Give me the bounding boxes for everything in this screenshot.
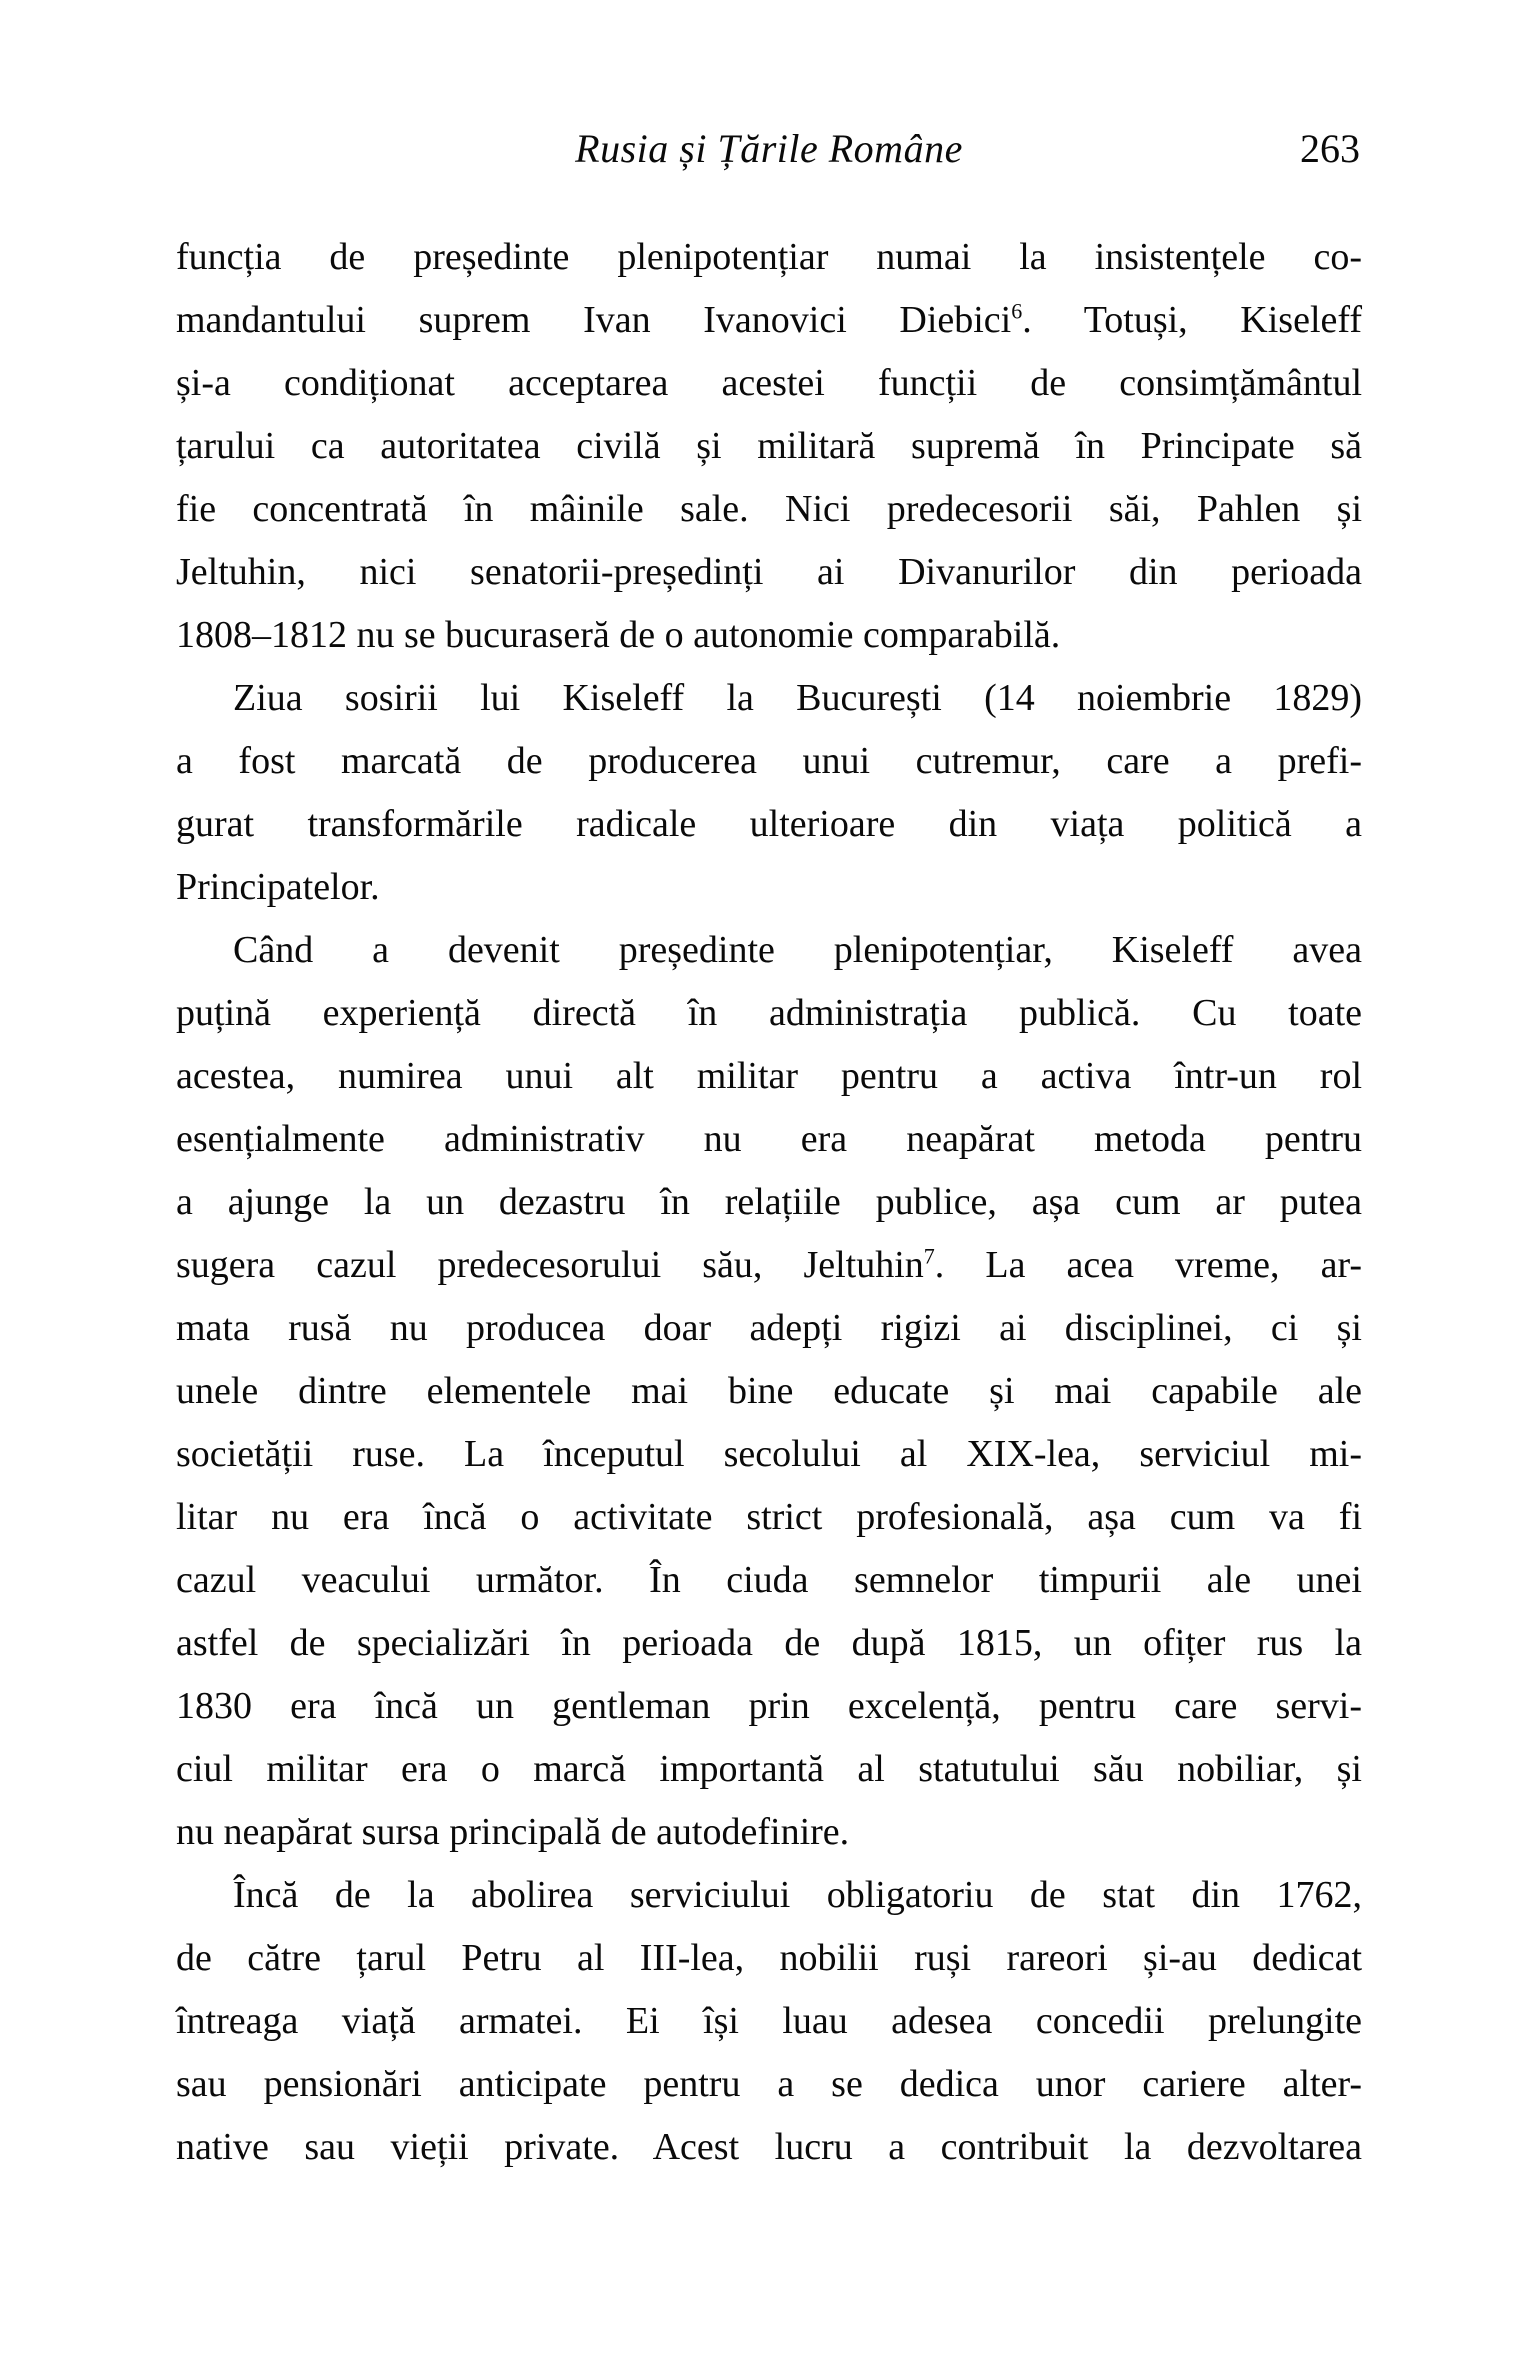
text-segment: țarului ca autoritatea civilă și militară supremă în Principate să: [176, 425, 1362, 467]
text-segment: funcția de președinte plenipotențiar numai la insistențele co-: [176, 236, 1362, 278]
text-segment: puțină experiență directă în administrația publică. Cu toate: [176, 992, 1362, 1034]
text-segment: ciul militar era o marcă importantă al statutului său nobiliar, și: [176, 1748, 1362, 1790]
text-segment: sau pensionări anticipate pentru a se dedica unor cariere alter-: [176, 2063, 1362, 2105]
text-line: [176, 919, 1362, 982]
text-line: [176, 1990, 1362, 2053]
page-number: 263: [1300, 126, 1360, 171]
text-line: [176, 2116, 1362, 2179]
text-segment: Încă de la abolirea serviciului obligatoriu de stat din 1762,: [233, 1874, 1362, 1916]
text-line: [176, 604, 1362, 667]
text-line: [176, 730, 1362, 793]
text-line: [176, 856, 1362, 919]
text-line: [176, 982, 1362, 1045]
text-line: [176, 667, 1362, 730]
text-segment: Ziua sosirii lui Kiseleff la București (14 noiembrie 1829): [233, 677, 1362, 719]
text-line: [176, 1171, 1362, 1234]
body-text: [176, 226, 1362, 2179]
text-line: [176, 1675, 1362, 1738]
text-line: [176, 1549, 1362, 1612]
text-segment: cazul veacului următor. În ciuda semnelor timpurii ale unei: [176, 1559, 1362, 1601]
text-segment: astfel de specializări în perioada de după 1815, un ofițer rus la: [176, 1622, 1362, 1664]
text-segment: gurat transformările radicale ulterioare din viața politică a: [176, 803, 1362, 845]
text-line: [176, 1612, 1362, 1675]
text-segment: Când a devenit președinte plenipotențiar, Kiseleff avea: [233, 929, 1362, 971]
text-segment: 1830 era încă un gentleman prin excelență, pentru care servi-: [176, 1685, 1362, 1727]
text-segment: native sau vieții private. Acest lucru a contribuit la dezvoltarea: [176, 2126, 1362, 2168]
text-line: [176, 1927, 1362, 1990]
text-line: [176, 226, 1362, 289]
text-line: [176, 1360, 1362, 1423]
text-segment: acestea, numirea unui alt militar pentru a activa într-un rol: [176, 1055, 1362, 1097]
text-segment: societății ruse. La începutul secolului al XIX-lea, serviciul mi-: [176, 1433, 1362, 1475]
text-line: [176, 1801, 1362, 1864]
text-segment: de către țarul Petru al III-lea, nobilii ruși rareori și-au dedicat: [176, 1937, 1362, 1979]
text-line: [176, 478, 1362, 541]
footnote-reference: 7: [923, 1243, 935, 1269]
text-line: [176, 1738, 1362, 1801]
text-line: [176, 1486, 1362, 1549]
text-line: [176, 1045, 1362, 1108]
text-segment: litar nu era încă o activitate strict profesională, așa cum va fi: [176, 1496, 1362, 1538]
text-line: [176, 541, 1362, 604]
text-line: [176, 793, 1362, 856]
text-segment: sugera cazul predecesorului său, Jeltuhin: [176, 1244, 924, 1286]
text-segment: . Totuși, Kiseleff: [1022, 299, 1362, 341]
text-segment: mandantului suprem Ivan Ivanovici Diebici: [176, 299, 1012, 341]
text-segment: Principatelor.: [176, 866, 380, 908]
running-header: [176, 126, 1362, 174]
text-segment: a fost marcată de producerea unui cutremur, care a prefi-: [176, 740, 1362, 782]
text-segment: mata rusă nu producea doar adepți rigizi ai disciplinei, ci și: [176, 1307, 1362, 1349]
text-segment: unele dintre elementele mai bine educate și mai capabile ale: [176, 1370, 1362, 1412]
chapter-title: Rusia și Țările Române: [575, 126, 963, 171]
text-line: [176, 1234, 1362, 1297]
text-segment: întreaga viață armatei. Ei își luau adesea concedii prelungite: [176, 2000, 1362, 2042]
text-line: [176, 1297, 1362, 1360]
text-segment: 1808–1812 nu se bucuraseră de o autonomie comparabilă.: [176, 614, 1061, 656]
text-line: [176, 1423, 1362, 1486]
text-segment: esențialmente administrativ nu era neapărat metoda pentru: [176, 1118, 1362, 1160]
text-segment: Jeltuhin, nici senatorii-președinți ai Divanurilor din perioada: [176, 551, 1362, 593]
text-line: [176, 352, 1362, 415]
text-segment: . La acea vreme, ar-: [934, 1244, 1362, 1286]
text-line: [176, 2053, 1362, 2116]
text-line: [176, 415, 1362, 478]
text-segment: a ajunge la un dezastru în relațiile publice, așa cum ar putea: [176, 1181, 1362, 1223]
text-segment: și-a condiționat acceptarea acestei funcții de consimțământul: [176, 362, 1362, 404]
text-line: [176, 1108, 1362, 1171]
text-segment: fie concentrată în mâinile sale. Nici predecesorii săi, Pahlen și: [176, 488, 1362, 530]
footnote-reference: 6: [1011, 298, 1023, 324]
text-line: [176, 289, 1362, 352]
text-line: [176, 1864, 1362, 1927]
text-segment: nu neapărat sursa principală de autodefinire.: [176, 1811, 850, 1853]
